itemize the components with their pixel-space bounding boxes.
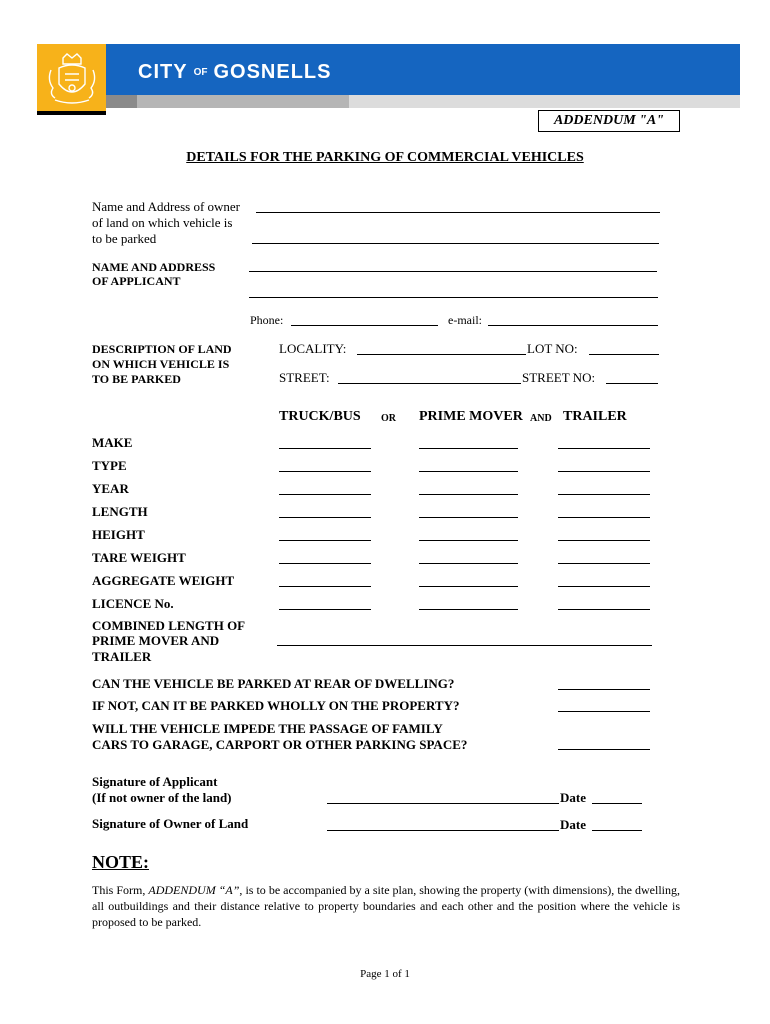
applicant-address-field[interactable]	[249, 297, 658, 298]
city-name-logo: CITY OF GOSNELLS	[138, 61, 332, 83]
prime-mover-field[interactable]	[419, 517, 518, 518]
row-label: TARE WEIGHT	[92, 550, 186, 565]
truck-bus-field[interactable]	[279, 494, 371, 495]
street-field[interactable]	[338, 383, 521, 384]
answer-field[interactable]	[558, 711, 650, 712]
applicant-label: OF APPLICANT	[92, 274, 181, 288]
trailer-field[interactable]	[558, 586, 650, 587]
locality-label: LOCALITY:	[279, 341, 347, 356]
owner-label: to be parked	[92, 231, 157, 246]
owner-signature-field[interactable]	[327, 830, 559, 831]
land-label: ON WHICH VEHICLE IS	[92, 357, 230, 371]
prime-mover-field[interactable]	[419, 563, 518, 564]
note-text-part: , is to be accompanied by a site plan, showing the property (with dimensions), the dwelling, all outbuildings and their distance relative to property boundaries and each other and the position where the vehicle is proposed to be parked.	[92, 883, 680, 929]
prime-mover-field[interactable]	[419, 494, 518, 495]
row-label: LENGTH	[92, 504, 148, 519]
truck-bus-field[interactable]	[279, 540, 371, 541]
truck-bus-field[interactable]	[279, 563, 371, 564]
addendum-label: ADDENDUM "A"	[538, 110, 680, 132]
header-stripe	[37, 111, 106, 115]
phone-field[interactable]	[291, 325, 438, 326]
prime-mover-field[interactable]	[419, 609, 518, 610]
trailer-field[interactable]	[558, 563, 650, 564]
column-truck-bus: TRUCK/BUS	[279, 409, 361, 424]
question-impede-passage: CARS TO GARAGE, CARPORT OR OTHER PARKING SPACE?	[92, 737, 468, 752]
note-text-part: This Form,	[92, 883, 149, 897]
owner-label: of land on which vehicle is	[92, 215, 233, 230]
column-or: OR	[381, 413, 396, 424]
date-label: Date	[560, 790, 586, 805]
column-and: AND	[530, 413, 552, 424]
date-field[interactable]	[592, 803, 642, 804]
owner-address-field[interactable]	[256, 212, 660, 213]
prime-mover-field[interactable]	[419, 540, 518, 541]
row-label: MAKE	[92, 435, 133, 450]
note-text	[92, 882, 680, 930]
lot-field[interactable]	[589, 354, 659, 355]
email-field[interactable]	[488, 325, 658, 326]
question-wholly-on-property: IF NOT, CAN IT BE PARKED WHOLLY ON THE PROPERTY?	[92, 698, 460, 713]
street-label: STREET:	[279, 370, 330, 385]
applicant-signature-field[interactable]	[327, 803, 559, 804]
combined-length-label: TRAILER	[92, 649, 152, 664]
combined-length-label: PRIME MOVER AND	[92, 633, 220, 648]
header-stripe	[137, 95, 349, 108]
trailer-field[interactable]	[558, 448, 650, 449]
row-label: AGGREGATE WEIGHT	[92, 573, 235, 588]
combined-length-field[interactable]	[277, 645, 652, 646]
prime-mover-field[interactable]	[419, 586, 518, 587]
truck-bus-field[interactable]	[279, 609, 371, 610]
owner-signature-label: Signature of Owner of Land	[92, 816, 249, 831]
owner-address-field[interactable]	[252, 243, 659, 244]
trailer-field[interactable]	[558, 494, 650, 495]
column-prime-mover: PRIME MOVER	[419, 409, 523, 424]
land-label: TO BE PARKED	[92, 372, 181, 386]
street-no-field[interactable]	[606, 383, 658, 384]
trailer-field[interactable]	[558, 540, 650, 541]
land-label: DESCRIPTION OF LAND	[92, 342, 232, 356]
header-stripe	[349, 95, 740, 108]
applicant-address-field[interactable]	[249, 271, 657, 272]
truck-bus-field[interactable]	[279, 471, 371, 472]
lot-label: LOT NO:	[527, 341, 578, 356]
truck-bus-field[interactable]	[279, 448, 371, 449]
trailer-field[interactable]	[558, 609, 650, 610]
trailer-field[interactable]	[558, 517, 650, 518]
prime-mover-field[interactable]	[419, 448, 518, 449]
row-label: TYPE	[92, 458, 127, 473]
truck-bus-field[interactable]	[279, 517, 371, 518]
note-text-italic: ADDENDUM “A”	[148, 883, 240, 897]
page-number: Page 1 of 1	[360, 968, 410, 980]
question-rear-of-dwelling: CAN THE VEHICLE BE PARKED AT REAR OF DWELLING?	[92, 676, 455, 691]
trailer-field[interactable]	[558, 471, 650, 472]
row-label: LICENCE No.	[92, 596, 174, 611]
form-title: DETAILS FOR THE PARKING OF COMMERCIAL VEHICLES	[186, 150, 584, 165]
header-stripe	[106, 95, 137, 108]
question-impede-passage: WILL THE VEHICLE IMPEDE THE PASSAGE OF FAMILY	[92, 721, 443, 736]
truck-bus-field[interactable]	[279, 586, 371, 587]
combined-length-label: COMBINED LENGTH OF	[92, 618, 246, 633]
date-label: Date	[560, 817, 586, 832]
phone-label: Phone:	[250, 313, 284, 327]
email-label: e-mail:	[448, 313, 482, 327]
note-heading: NOTE:	[92, 852, 150, 872]
applicant-signature-label: Signature of Applicant	[92, 774, 218, 789]
city-crest-icon	[45, 50, 99, 108]
column-trailer: TRAILER	[563, 409, 627, 424]
applicant-label: NAME AND ADDRESS	[92, 260, 216, 274]
answer-field[interactable]	[558, 749, 650, 750]
row-label: YEAR	[92, 481, 129, 496]
owner-label: Name and Address of owner	[92, 199, 241, 214]
row-label: HEIGHT	[92, 527, 145, 542]
locality-field[interactable]	[357, 354, 526, 355]
applicant-signature-label: (If not owner of the land)	[92, 790, 232, 805]
answer-field[interactable]	[558, 689, 650, 690]
street-no-label: STREET NO:	[522, 370, 596, 385]
prime-mover-field[interactable]	[419, 471, 518, 472]
date-field[interactable]	[592, 830, 642, 831]
